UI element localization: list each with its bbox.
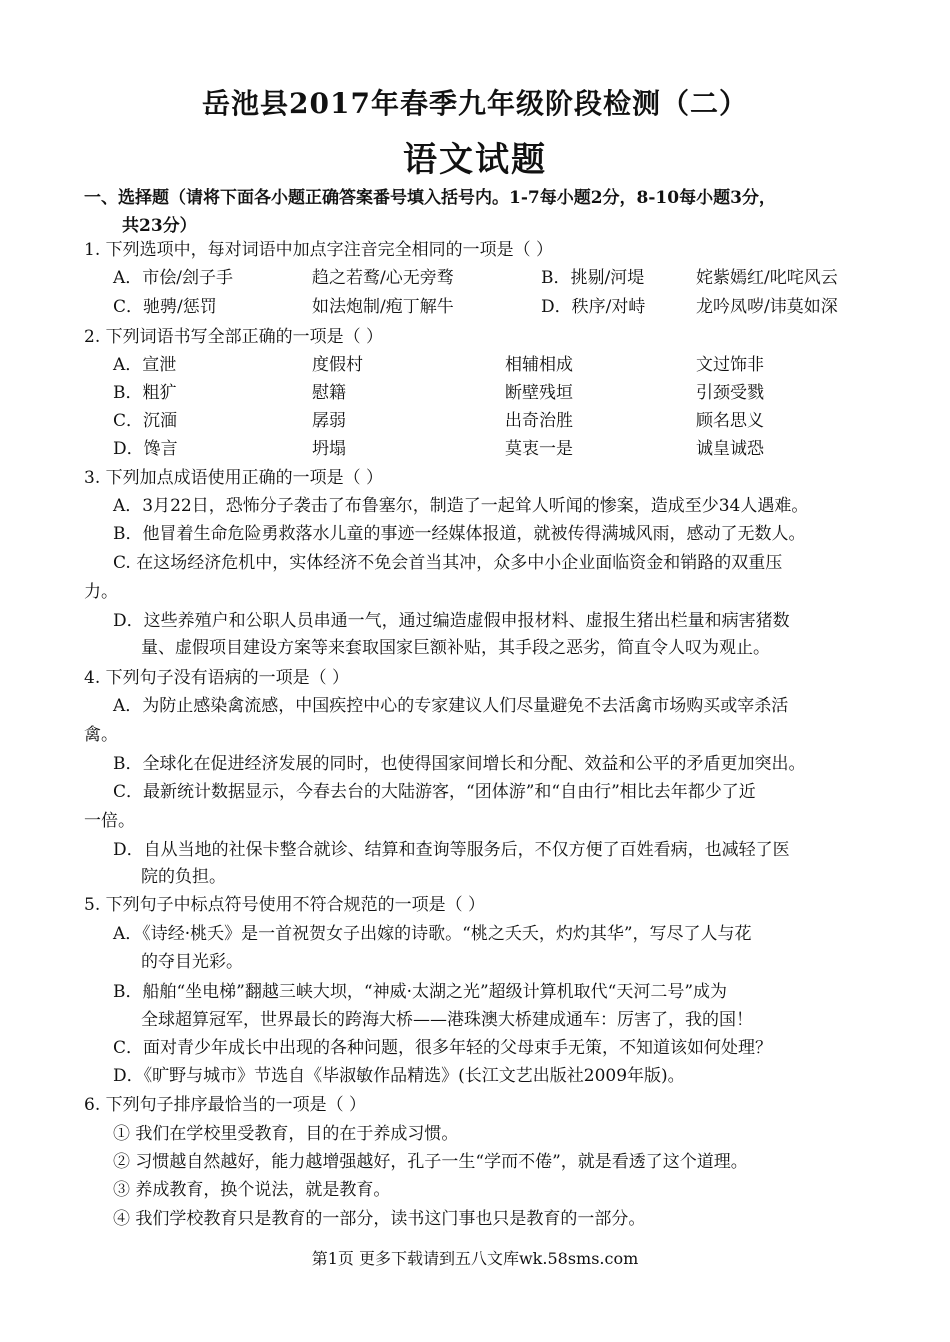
- q2-c-4: 顾名思义: [696, 411, 764, 431]
- q4-option-a: A．为防止感染禽流感，中国疾控中心的专家建议人们尽量避免不去活禽市场购买或宰杀活: [113, 696, 789, 716]
- q1-option-c-part1: C．驰骋/惩罚: [113, 297, 217, 317]
- q1-option-d-part1: D．秩序/对峙: [541, 297, 646, 317]
- q2-a-3: 相辅相成: [505, 355, 573, 375]
- q5-option-a-cont: 的夺目光彩。: [141, 952, 243, 972]
- q3-option-c: C. 在这场经济危机中，实体经济不免会首当其冲，众多中小企业面临资金和销路的双重压: [113, 553, 783, 573]
- q5-option-a: A．《诗经·桃夭》是一首祝贺女子出嫁的诗歌。“桃之夭夭，灼灼其华”，写尽了人与花: [113, 924, 752, 944]
- section-heading-line1: 一、选择题（请将下面各小题正确答案番号填入括号内。1-7每小题2分，8-10每小题3分，: [84, 188, 776, 208]
- q2-b-2: 慰籍: [312, 383, 346, 403]
- q2-c-2: 孱弱: [312, 411, 346, 431]
- q2-c-3: 出奇治胜: [505, 411, 573, 431]
- q4-option-d-cont: 院的负担。: [141, 867, 226, 887]
- q2-b-4: 引颈受戮: [696, 383, 764, 403]
- q1-option-b-part2: 姹紫嫣红/叱咤风云: [696, 268, 838, 288]
- q6-sentence-3: ③ 养成教育，换个说法，就是教育。: [113, 1180, 391, 1200]
- q4-option-c: C．最新统计数据显示，今春去台的大陆游客，“团体游”和“自由行”相比去年都少了近: [113, 782, 756, 802]
- q2-d-3: 莫衷一是: [505, 439, 573, 459]
- q2-stem: 2. 下列词语书写全部正确的一项是（ ）: [84, 327, 384, 347]
- exam-title: 岳池县2017年春季九年级阶段检测（二）: [202, 87, 748, 120]
- q2-b-1: B．粗犷: [113, 383, 177, 403]
- q1-option-a-part2: 趋之若鹜/心无旁骛: [312, 268, 454, 288]
- q5-option-d: D．《旷野与城市》节选自《毕淑敏作品精选》(长江文艺出版社2009年版)。: [113, 1066, 685, 1086]
- q4-option-b: B．全球化在促进经济发展的同时，也使得国家间增长和分配、效益和公平的矛盾更加突出。: [113, 754, 806, 774]
- q1-stem: 1. 下列选项中，每对词语中加点字注音完全相同的一项是（ ）: [84, 240, 554, 260]
- q1-option-d-part2: 龙吟凤哕/讳莫如深: [696, 297, 838, 317]
- q6-sentence-4: ④ 我们学校教育只是教育的一部分，读书这门事也只是教育的一部分。: [113, 1209, 646, 1229]
- q2-a-2: 度假村: [312, 355, 363, 375]
- q4-option-c-cont: 一倍。: [84, 811, 135, 831]
- section-heading: [84, 184, 874, 240]
- q4-option-a-cont: 禽。: [84, 725, 118, 745]
- q2-a-4: 文过饰非: [696, 355, 764, 375]
- q2-d-4: 诚皇诚恐: [696, 439, 764, 459]
- q4-option-d: D．自从当地的社保卡整合就诊、结算和查询等服务后，不仅方便了百姓看病，也减轻了医: [113, 840, 790, 860]
- q4-stem: 4. 下列句子没有语病的一项是（ ）: [84, 668, 350, 688]
- q2-a-1: A．宣泄: [113, 355, 177, 375]
- q1-option-c-part2: 如法炮制/疱丁解牛: [312, 297, 454, 317]
- q3-option-b: B．他冒着生命危险勇救落水儿童的事迹一经媒体报道，就被传得满城风雨，感动了无数人。: [113, 524, 806, 544]
- q1-option-b-part1: B．挑剔/河堤: [541, 268, 645, 288]
- q2-b-3: 断壁残垣: [505, 383, 573, 403]
- q5-option-c: C．面对青少年成长中出现的各种问题，很多年轻的父母束手无策，不知道该如何处理？: [113, 1038, 773, 1058]
- q2-d-2: 坍塌: [312, 439, 346, 459]
- q5-stem: 5. 下列句子中标点符号使用不符合规范的一项是（ ）: [84, 895, 486, 915]
- exam-subtitle: 语文试题: [403, 140, 547, 180]
- q2-d-1: D．馋言: [113, 439, 178, 459]
- q5-option-b-cont: 全球超算冠军，世界最长的跨海大桥——港珠澳大桥建成通车：厉害了，我的国！: [141, 1010, 753, 1030]
- q3-stem: 3. 下列加点成语使用正确的一项是（ ）: [84, 468, 384, 488]
- q6-sentence-2: ② 习惯越自然越好，能力越增强越好，孔子一生“学而不倦”，就是看透了这个道理。: [113, 1152, 748, 1172]
- q6-sentence-1: ① 我们在学校里受教育，目的在于养成习惯。: [113, 1124, 459, 1144]
- q6-stem: 6. 下列句子排序最恰当的一项是（ ）: [84, 1095, 367, 1115]
- q3-option-c-cont: 力。: [84, 582, 118, 602]
- q3-option-a: A．3月22日，恐怖分子袭击了布鲁塞尔，制造了一起耸人听闻的惨案，造成至少34人遇难。: [113, 496, 809, 516]
- section-heading-line2: 共23分）: [122, 216, 197, 236]
- q3-option-d: D．这些养殖户和公职人员串通一气，通过编造虚假申报材料、虚报生猪出栏量和病害猪数: [113, 611, 790, 631]
- q5-option-b: B．船舶“坐电梯”翻越三峡大坝，“神威·太湖之光”超级计算机取代“天河二号”成为: [113, 982, 728, 1002]
- q2-c-1: C．沉湎: [113, 411, 178, 431]
- page-footer: 第1页 更多下载请到五八文库wk.58sms.com: [311, 1249, 639, 1268]
- q1-option-a-part1: A．市侩/刽子手: [113, 268, 234, 288]
- q3-option-d-cont: 量、虚假项目建设方案等来套取国家巨额补贴，其手段之恶劣，简直令人叹为观止。: [141, 638, 770, 658]
